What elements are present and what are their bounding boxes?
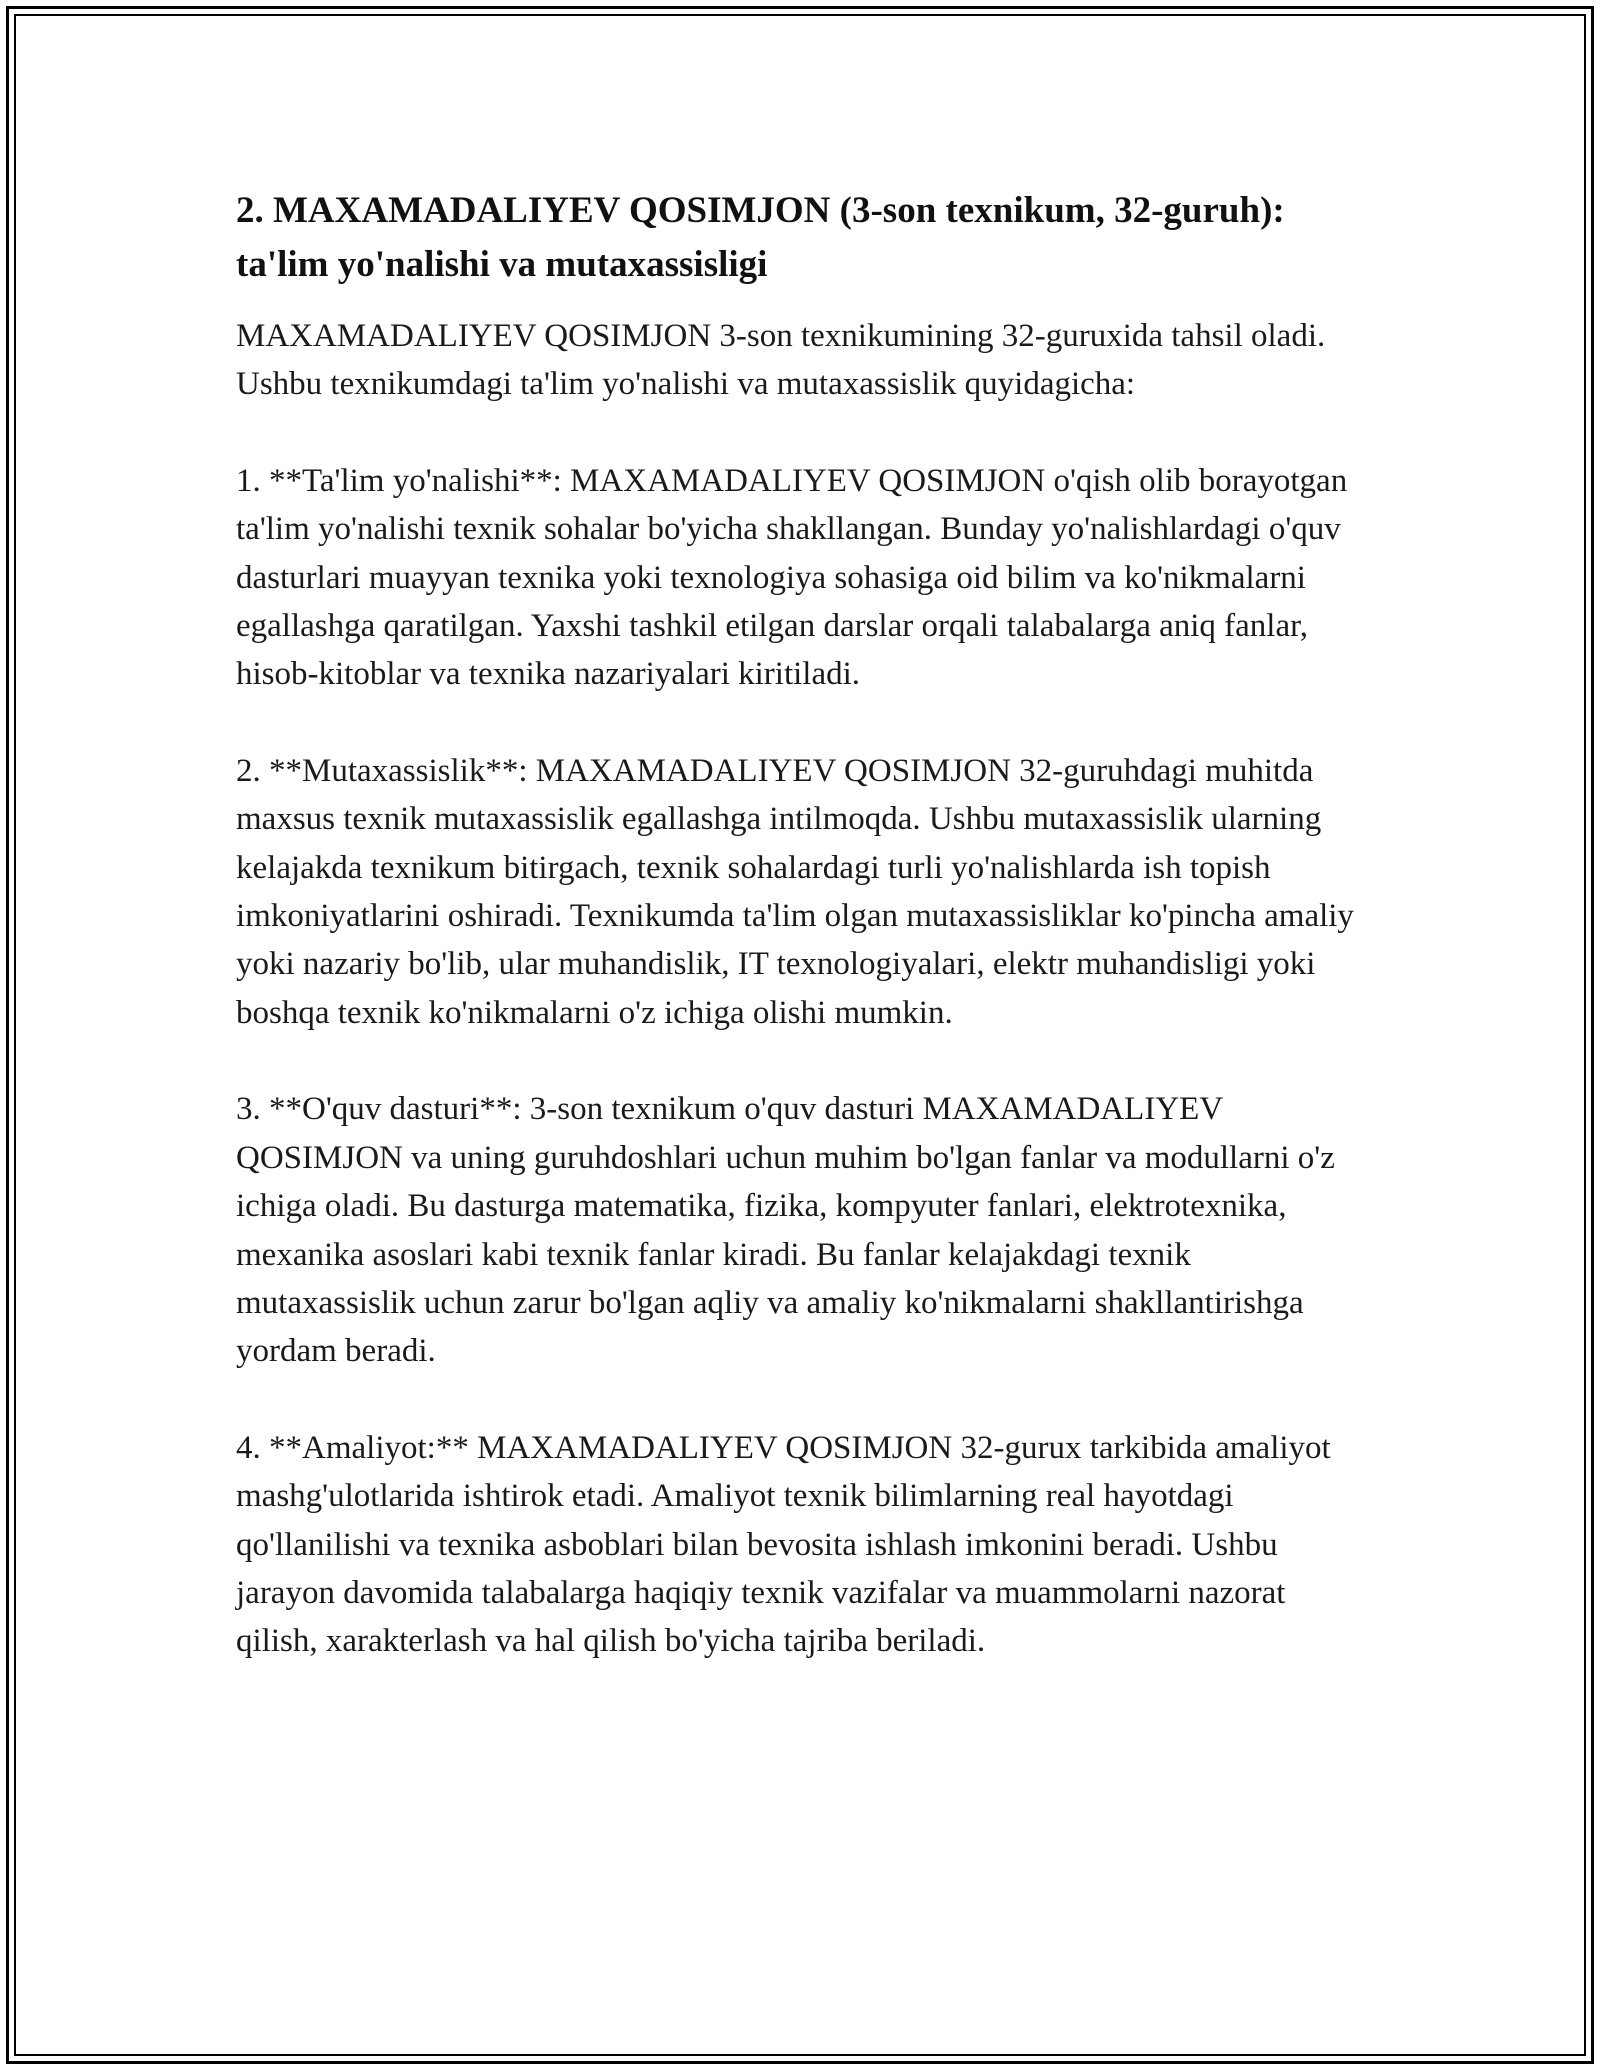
document-body: [236, 184, 1364, 1714]
document-heading: 2. MAXAMADALIYEV QOSIMJON (3-son texnikum, 32-guruh): ta'lim yo'nalishi va mutaxassisligi: [236, 190, 1285, 285]
item-paragraph-4: 4. **Amaliyot:** MAXAMADALIYEV QOSIMJON 32-gurux tarkibida amaliyot mashg'ulotlarida ishtirok etadi. Amaliyot texnik bilimlarning real hayotdagi qo'llanilishi va texnika asboblari bilan bevosita ishlash imkonini beradi. Ushbu jarayon davomida talabalarga haqiqiy texnik vazifalar va muammolarni nazorat qilish, xarakterlash va hal qilish bo'yicha tajriba beriladi.: [236, 1429, 1331, 1660]
intro-paragraph: MAXAMADALIYEV QOSIMJON 3-son texnikumining 32-guruxida tahsil oladi. Ushbu texnikumdagi ta'lim yo'nalishi va mutaxassislik quyidagicha:: [236, 318, 1326, 403]
item-paragraph-3: 3. **O'quv dasturi**: 3-son texnikum o'quv dasturi MAXAMADALIYEV QOSIMJON va uning guruhdoshlari uchun muhim bo'lgan fanlar va modullarni o'z ichiga oladi. Bu dasturga matematika, fizika, kompyuter fanlari, elektrotexnika, mexanika asoslari kabi texnik fanlar kiradi. Bu fanlar kelajakdagi texnik mutaxassislik uchun zarur bo'lgan aqliy va amaliy ko'nikmalarni shakllantirishga yordam beradi.: [236, 1091, 1335, 1370]
item-paragraph-1: 1. **Ta'lim yo'nalishi**: MAXAMADALIYEV QOSIMJON o'qish olib borayotgan ta'lim yo'nalishi texnik sohalar bo'yicha shakllangan. Bunday yo'nalishlardagi o'quv dasturlari muayyan texnika yoki texnologiya sohasiga oid bilim va ko'nikmalarni egallashga qaratilgan. Yaxshi tashkil etilgan darslar orqali talabalarga aniq fanlar, hisob-kitoblar va texnika nazariyalari kiritiladi.: [236, 462, 1348, 693]
item-paragraph-2: 2. **Mutaxassislik**: MAXAMADALIYEV QOSIMJON 32-guruhdagi muhitda maxsus texnik mutaxassislik egallashga intilmoqda. Ushbu mutaxassislik ularning kelajakda texnikum bitirgach, texnik sohalardagi turli yo'nalishlarda ish topish imkoniyatlarini oshiradi. Texnikumda ta'lim olgan mutaxassisliklar ko'pincha amaliy yoki nazariy bo'lib, ular muhandislik, IT texnologiyalari, elektr muhandisligi yoki boshqa texnik ko'nikmalarni o'z ichiga olishi mumkin.: [236, 752, 1354, 1031]
